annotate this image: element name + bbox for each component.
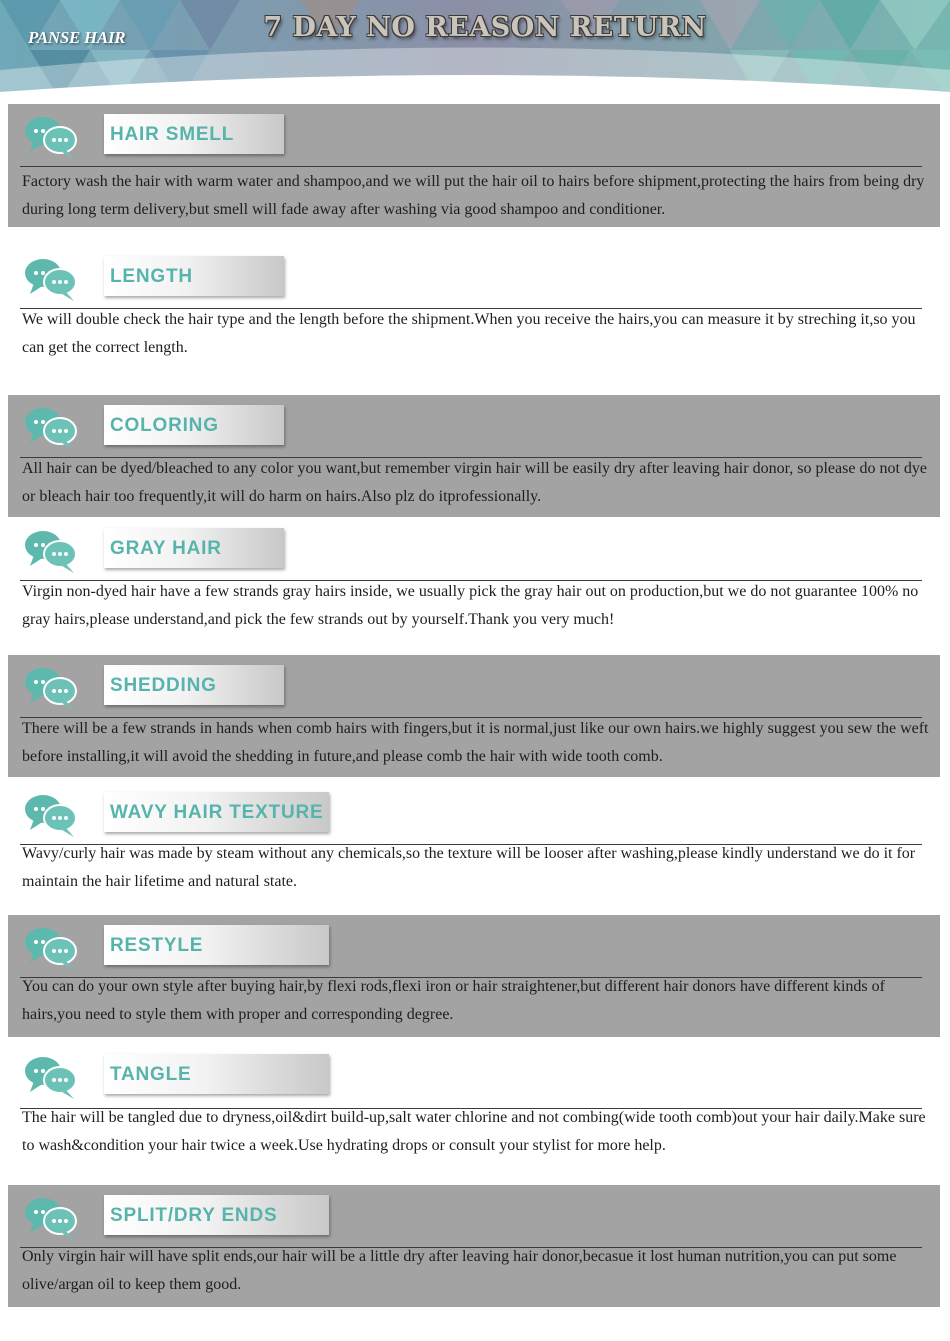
top-banner bbox=[0, 0, 950, 100]
section-body-text: Wavy/curly hair was made by steam without any chemicals,so the texture will be looser after washing,please kindly understand we do it for maintain the hair lifetime and natural state. bbox=[22, 845, 916, 890]
section-heading: TANGLE bbox=[110, 1064, 192, 1085]
section-heading: GRAY HAIR bbox=[110, 538, 222, 559]
section-tangle bbox=[8, 1044, 940, 1179]
section-coloring bbox=[8, 395, 940, 517]
section-heading: COLORING bbox=[110, 415, 219, 436]
section-body-text: You can do your own style after buying hair,by flexi rods,flexi iron or hair straightener,but different hair donors have different kinds of hairs,you need to style them with proper and corresponding degree. bbox=[22, 978, 885, 1023]
section-body-text: Virgin non-dyed hair have a few strands gray hairs inside, we usually pick the gray hair out on production,but we do not guarantee 100% no gray hairs,please understand,and pick the few strands out by yourself.Thank you very much! bbox=[22, 583, 919, 628]
section-heading: SHEDDING bbox=[110, 675, 217, 696]
section-heading-box bbox=[104, 925, 329, 965]
section-length bbox=[8, 246, 940, 370]
section-heading-box bbox=[104, 665, 284, 705]
brand-name: PANSE HAIR bbox=[28, 28, 126, 47]
section-heading: LENGTH bbox=[110, 266, 193, 287]
section-body-text: There will be a few strands in hands when comb hairs with fingers,but it is normal,just like our own hairs.we highly suggest you sew the weft before installing,it will avoid the shedding in future,and please comb the hair with wide tooth comb. bbox=[22, 720, 929, 765]
chat-bubbles-icon bbox=[22, 256, 80, 302]
section-heading-box bbox=[104, 792, 329, 832]
section-heading-box bbox=[104, 1054, 329, 1094]
chat-bubbles-icon bbox=[22, 925, 80, 971]
section-heading: SPLIT/DRY ENDS bbox=[110, 1205, 278, 1226]
section-body-text: The hair will be tangled due to dryness,oil&dirt build-up,salt water chlorine and not combing(wide tooth comb)out your hair daily.Make sure to wash&condition your hair twice a week.Use hydrating drops or consult your stylist for more help. bbox=[22, 1109, 926, 1154]
section-body-text: We will double check the hair type and the length before the shipment.When you receive the hairs,you can measure it by streching it,so you can get the correct length. bbox=[22, 311, 916, 356]
section-heading-box bbox=[104, 1195, 329, 1235]
section-heading: WAVY HAIR TEXTURE bbox=[110, 802, 324, 823]
chat-bubbles-icon bbox=[22, 665, 80, 711]
section-heading-box bbox=[104, 256, 284, 296]
section-heading-box bbox=[104, 528, 284, 568]
section-wavy-hair-texture bbox=[8, 782, 940, 910]
chat-bubbles-icon bbox=[22, 1195, 80, 1241]
section-gray-hair bbox=[8, 518, 940, 650]
section-heading-box bbox=[104, 114, 284, 154]
section-heading-box bbox=[104, 405, 284, 445]
section-restyle bbox=[8, 915, 940, 1037]
divider bbox=[20, 166, 922, 167]
chat-bubbles-icon bbox=[22, 114, 80, 160]
section-split-dry-ends bbox=[8, 1185, 940, 1307]
chat-bubbles-icon bbox=[22, 405, 80, 451]
section-body-text: Factory wash the hair with warm water and shampoo,and we will put the hair oil to hairs before shipment,protecting the hairs from being dry during long term delivery,but smell will fade away after washing via good shampoo and conditioner. bbox=[22, 173, 925, 218]
section-body-text: All hair can be dyed/bleached to any color you want,but remember virgin hair will be easily dry after leaving hair donor, so please do not dye or bleach hair too frequently,it will do harm on hairs.Also plz do itprofessionally. bbox=[22, 460, 927, 505]
page-title: 7 DAY NO REASON RETURN bbox=[263, 12, 707, 43]
chat-bubbles-icon bbox=[22, 792, 80, 838]
section-body-text: Only virgin hair will have split ends,our hair will be a little dry after leaving hair donor,becasue it lost human nutrition,you can put some olive/argan oil to keep them good. bbox=[22, 1248, 897, 1293]
section-hair-smell bbox=[8, 104, 940, 227]
chat-bubbles-icon bbox=[22, 1054, 80, 1100]
section-heading: HAIR SMELL bbox=[110, 124, 235, 145]
section-shedding bbox=[8, 655, 940, 777]
section-heading: RESTYLE bbox=[110, 935, 204, 956]
chat-bubbles-icon bbox=[22, 528, 80, 574]
